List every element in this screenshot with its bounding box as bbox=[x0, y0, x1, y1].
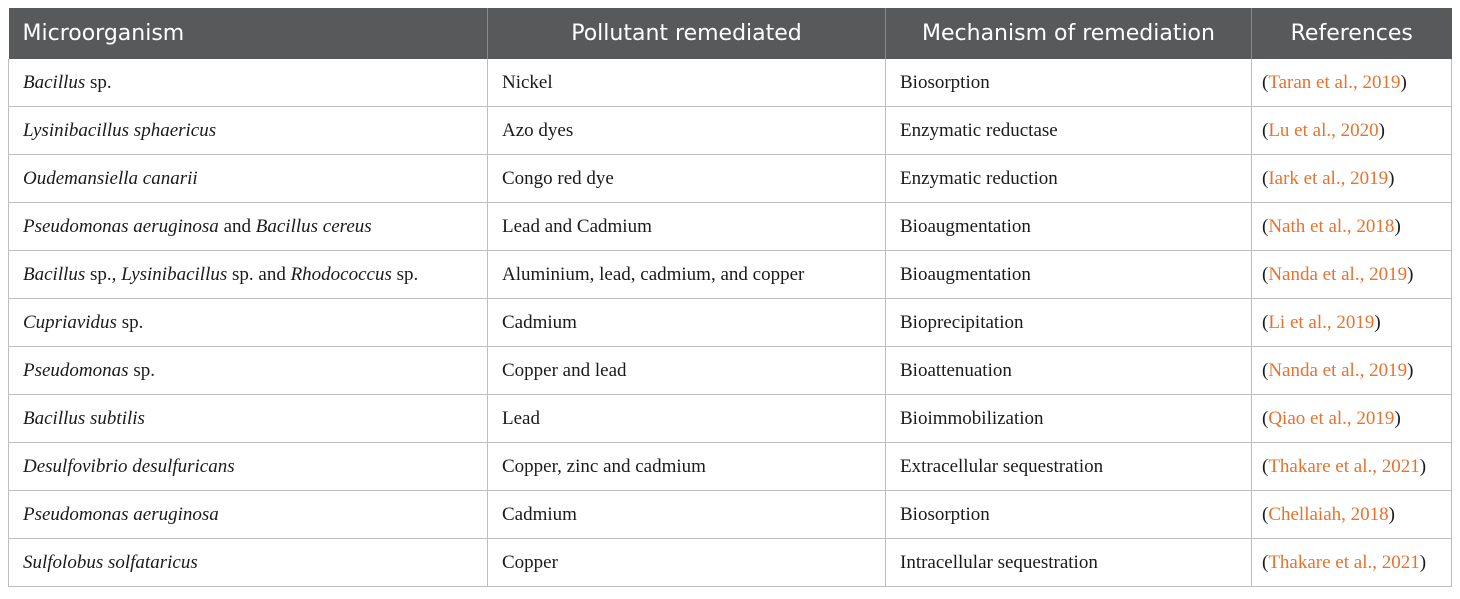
cell-mechanism: Biosorption bbox=[886, 59, 1252, 107]
organism-text: sp., bbox=[85, 263, 122, 285]
paren-open: ( bbox=[1262, 215, 1269, 237]
paren-close: ) bbox=[1400, 71, 1407, 93]
paren-close: ) bbox=[1378, 119, 1385, 141]
table-body bbox=[9, 59, 1452, 587]
cell-reference bbox=[1252, 491, 1452, 539]
cell-pollutant: Copper, zinc and cadmium bbox=[488, 443, 886, 491]
paren-close: ) bbox=[1374, 311, 1381, 333]
table-row bbox=[9, 203, 1452, 251]
cell-reference bbox=[1252, 395, 1452, 443]
cell-mechanism: Bioattenuation bbox=[886, 347, 1252, 395]
cell-microorganism bbox=[9, 443, 488, 491]
table-row bbox=[9, 107, 1452, 155]
cell-microorganism bbox=[9, 347, 488, 395]
paren-close: ) bbox=[1407, 263, 1414, 285]
cell-pollutant: Nickel bbox=[488, 59, 886, 107]
paren-close: ) bbox=[1419, 551, 1427, 573]
cell-reference bbox=[1252, 107, 1452, 155]
reference-link[interactable]: Thakare et al., 2021 bbox=[1268, 551, 1420, 573]
cell-microorganism bbox=[9, 59, 488, 107]
paren-open: ( bbox=[1262, 71, 1269, 93]
cell-pollutant: Copper bbox=[488, 539, 886, 587]
cell-microorganism bbox=[9, 395, 488, 443]
reference-link[interactable]: Iark et al., 2019 bbox=[1268, 167, 1389, 189]
reference-link[interactable]: Li et al., 2019 bbox=[1268, 311, 1375, 333]
paren-close: ) bbox=[1394, 407, 1401, 429]
reference-link[interactable]: Chellaiah, 2018 bbox=[1268, 503, 1389, 525]
cell-microorganism bbox=[9, 539, 488, 587]
cell-mechanism: Enzymatic reductase bbox=[886, 107, 1252, 155]
cell-mechanism: Biosorption bbox=[886, 491, 1252, 539]
organism-name-italic: Bacillus bbox=[23, 71, 86, 93]
cell-microorganism bbox=[9, 299, 488, 347]
cell-reference bbox=[1252, 443, 1452, 491]
reference-link[interactable]: Nanda et al., 2019 bbox=[1268, 263, 1408, 285]
cell-reference bbox=[1252, 539, 1452, 587]
cell-pollutant: Aluminium, lead, cadmium, and copper bbox=[488, 251, 886, 299]
cell-reference bbox=[1252, 155, 1452, 203]
cell-mechanism: Bioimmobilization bbox=[886, 395, 1252, 443]
paren-open: ( bbox=[1262, 263, 1269, 285]
reference-link[interactable]: Thakare et al., 2021 bbox=[1268, 455, 1420, 477]
organism-name-italic: Bacillus cereus bbox=[255, 215, 372, 237]
paren-open: ( bbox=[1262, 407, 1269, 429]
reference-link[interactable]: Qiao et al., 2019 bbox=[1268, 407, 1395, 429]
organism-name-italic: Sulfolobus solfataricus bbox=[23, 551, 198, 573]
organism-name-italic: Pseudomonas aeruginosa bbox=[23, 215, 219, 237]
organism-name-italic: Oudemansiella canarii bbox=[23, 167, 198, 189]
organism-name-italic: Pseudomonas bbox=[23, 359, 129, 381]
paren-open: ( bbox=[1262, 359, 1269, 381]
organism-name-italic: Desulfovibrio desulfuricans bbox=[23, 455, 235, 477]
organism-text: sp. bbox=[391, 263, 419, 285]
cell-pollutant: Congo red dye bbox=[488, 155, 886, 203]
table-row bbox=[9, 251, 1452, 299]
table-row bbox=[9, 347, 1452, 395]
cell-pollutant: Cadmium bbox=[488, 491, 886, 539]
paren-open: ( bbox=[1262, 119, 1269, 141]
cell-mechanism: Enzymatic reduction bbox=[886, 155, 1252, 203]
table-row bbox=[9, 491, 1452, 539]
paren-open: ( bbox=[1262, 311, 1269, 333]
cell-mechanism: Intracellular sequestration bbox=[886, 539, 1252, 587]
cell-mechanism: Bioprecipitation bbox=[886, 299, 1252, 347]
table-header bbox=[9, 8, 1452, 59]
cell-pollutant: Lead and Cadmium bbox=[488, 203, 886, 251]
header-microorganism: Microorganism bbox=[9, 8, 488, 59]
cell-pollutant: Azo dyes bbox=[488, 107, 886, 155]
organism-name-italic: Cupriavidus bbox=[23, 311, 117, 333]
organism-text: sp. and bbox=[227, 263, 291, 285]
paren-open: ( bbox=[1262, 503, 1269, 525]
reference-link[interactable]: Lu et al., 2020 bbox=[1268, 119, 1379, 141]
reference-link[interactable]: Nath et al., 2018 bbox=[1268, 215, 1395, 237]
cell-pollutant: Cadmium bbox=[488, 299, 886, 347]
organism-name-italic: Rhodococcus bbox=[290, 263, 392, 285]
cell-microorganism bbox=[9, 155, 488, 203]
organism-text: sp. bbox=[85, 71, 112, 93]
cell-mechanism: Extracellular sequestration bbox=[886, 443, 1252, 491]
cell-reference bbox=[1252, 59, 1452, 107]
paren-open: ( bbox=[1262, 167, 1269, 189]
paren-close: ) bbox=[1407, 359, 1414, 381]
cell-pollutant: Lead bbox=[488, 395, 886, 443]
organism-name-italic: Bacillus subtilis bbox=[23, 407, 145, 429]
paren-open: ( bbox=[1262, 455, 1269, 477]
organism-text: and bbox=[218, 215, 256, 237]
organism-text: sp. bbox=[116, 311, 144, 333]
paren-close: ) bbox=[1388, 167, 1395, 189]
header-row bbox=[9, 8, 1452, 59]
header-references: References bbox=[1252, 8, 1452, 59]
table-row bbox=[9, 59, 1452, 107]
cell-microorganism bbox=[9, 251, 488, 299]
paren-close: ) bbox=[1388, 503, 1395, 525]
cell-mechanism: Bioaugmentation bbox=[886, 251, 1252, 299]
paren-open: ( bbox=[1262, 551, 1269, 573]
cell-reference bbox=[1252, 203, 1452, 251]
table-row bbox=[9, 443, 1452, 491]
cell-microorganism bbox=[9, 203, 488, 251]
reference-link[interactable]: Nanda et al., 2019 bbox=[1268, 359, 1408, 381]
organism-name-italic: Lysinibacillus bbox=[121, 263, 228, 285]
organism-name-italic: Pseudomonas aeruginosa bbox=[23, 503, 219, 525]
cell-reference bbox=[1252, 299, 1452, 347]
cell-reference bbox=[1252, 251, 1452, 299]
header-mechanism: Mechanism of remediation bbox=[886, 8, 1252, 59]
paren-close: ) bbox=[1394, 215, 1401, 237]
header-pollutant: Pollutant remediated bbox=[488, 8, 886, 59]
cell-mechanism: Bioaugmentation bbox=[886, 203, 1252, 251]
table-row bbox=[9, 395, 1452, 443]
paren-close: ) bbox=[1419, 455, 1427, 477]
cell-reference bbox=[1252, 347, 1452, 395]
table-row bbox=[9, 299, 1452, 347]
remediation-table bbox=[8, 8, 1452, 587]
organism-text: sp. bbox=[128, 359, 155, 381]
cell-microorganism bbox=[9, 107, 488, 155]
cell-pollutant: Copper and lead bbox=[488, 347, 886, 395]
table-row bbox=[9, 539, 1452, 587]
table-row bbox=[9, 155, 1452, 203]
reference-link[interactable]: Taran et al., 2019 bbox=[1268, 71, 1401, 93]
organism-name-italic: Bacillus bbox=[23, 263, 86, 285]
cell-microorganism bbox=[9, 491, 488, 539]
organism-name-italic: Lysinibacillus sphaericus bbox=[23, 119, 217, 141]
